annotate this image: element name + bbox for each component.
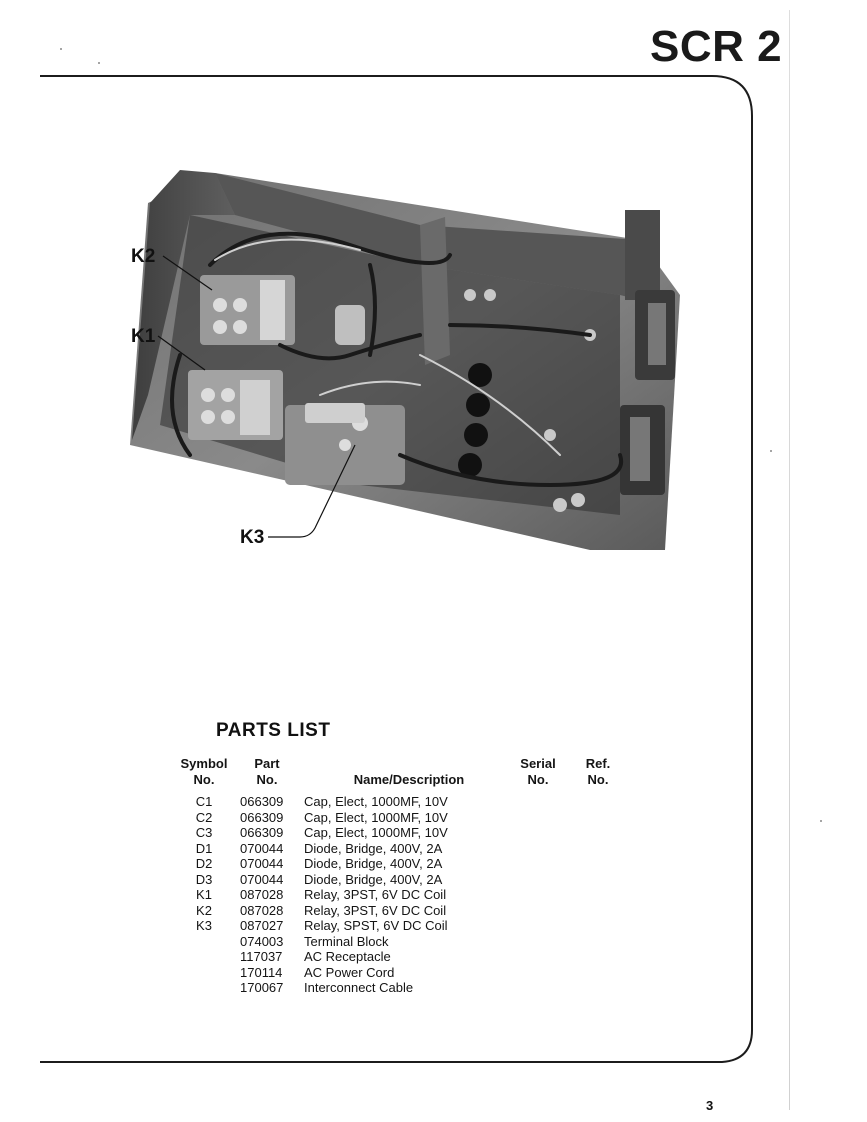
part-number-cell: 070044	[240, 856, 284, 871]
page-number: 3	[706, 1098, 714, 1113]
scan-speck	[60, 48, 62, 50]
symbol-cell: K1	[196, 887, 212, 902]
part-number-cell: 117037	[240, 949, 283, 964]
parts-list-title: PARTS LIST	[216, 720, 331, 741]
header-ref: Ref. No.	[585, 756, 611, 787]
scan-speck	[820, 820, 822, 822]
callout-label-k3: K3	[240, 527, 265, 548]
description-cell: Diode, Bridge, 400V, 2A	[304, 840, 443, 856]
description-cell: Terminal Block	[304, 933, 389, 949]
description-cell: Relay, SPST, 6V DC Coil	[304, 918, 448, 933]
part-number-cell: 087028	[240, 887, 284, 902]
description-cell: Interconnect Cable	[304, 980, 414, 995]
description-cell: Diode, Bridge, 400V, 2A	[304, 871, 443, 887]
description-cell: Relay, 3PST, 6V DC Coil	[304, 902, 447, 918]
symbol-cell: D2	[195, 856, 213, 871]
part-number-cell: 074003	[240, 933, 284, 949]
part-number-cell: 087028	[240, 902, 284, 918]
description-cell: AC Power Cord	[304, 964, 395, 980]
part-number-cell: 170114	[240, 964, 283, 980]
callout-label-k1: K1	[131, 326, 156, 347]
part-number-cell: 070044	[240, 871, 284, 887]
symbol-cell: K3	[196, 918, 212, 933]
symbol-cell: D3	[195, 871, 213, 887]
description-cell: Relay, 3PST, 6V DC Coil	[304, 887, 447, 902]
page-title: SCR 2	[650, 22, 783, 71]
part-number-cell: 066309	[240, 809, 284, 825]
part-number-cell: 087027	[240, 918, 284, 933]
header-symbol: Symbol No.	[180, 756, 228, 787]
header-serial: Serial No.	[520, 756, 556, 787]
symbol-cell: C3	[195, 825, 213, 840]
part-number-cell: 066309	[240, 794, 284, 809]
description-cell: AC Receptacle	[304, 949, 391, 964]
scan-speck	[98, 62, 100, 64]
symbol-cell: C1	[195, 794, 213, 809]
description-cell: Diode, Bridge, 400V, 2A	[304, 856, 443, 871]
scan-speck	[770, 450, 772, 452]
binding-margin-line	[789, 10, 790, 1110]
callout-label-k2: K2	[131, 246, 156, 267]
part-number-cell: 170067	[240, 980, 284, 995]
header-description: Name/Description	[353, 771, 465, 787]
symbol-cell: D1	[195, 840, 213, 856]
description-cell: Cap, Elect, 1000MF, 10V	[304, 794, 448, 809]
chassis-photo	[120, 155, 700, 555]
description-cell: Cap, Elect, 1000MF, 10V	[304, 825, 448, 840]
description-cell: Cap, Elect, 1000MF, 10V	[304, 809, 448, 825]
part-number-cell: 066309	[240, 825, 284, 840]
part-number-cell: 070044	[240, 840, 284, 856]
symbol-cell: K2	[196, 902, 212, 918]
header-part: Part No.	[254, 756, 280, 787]
symbol-cell: C2	[195, 809, 213, 825]
